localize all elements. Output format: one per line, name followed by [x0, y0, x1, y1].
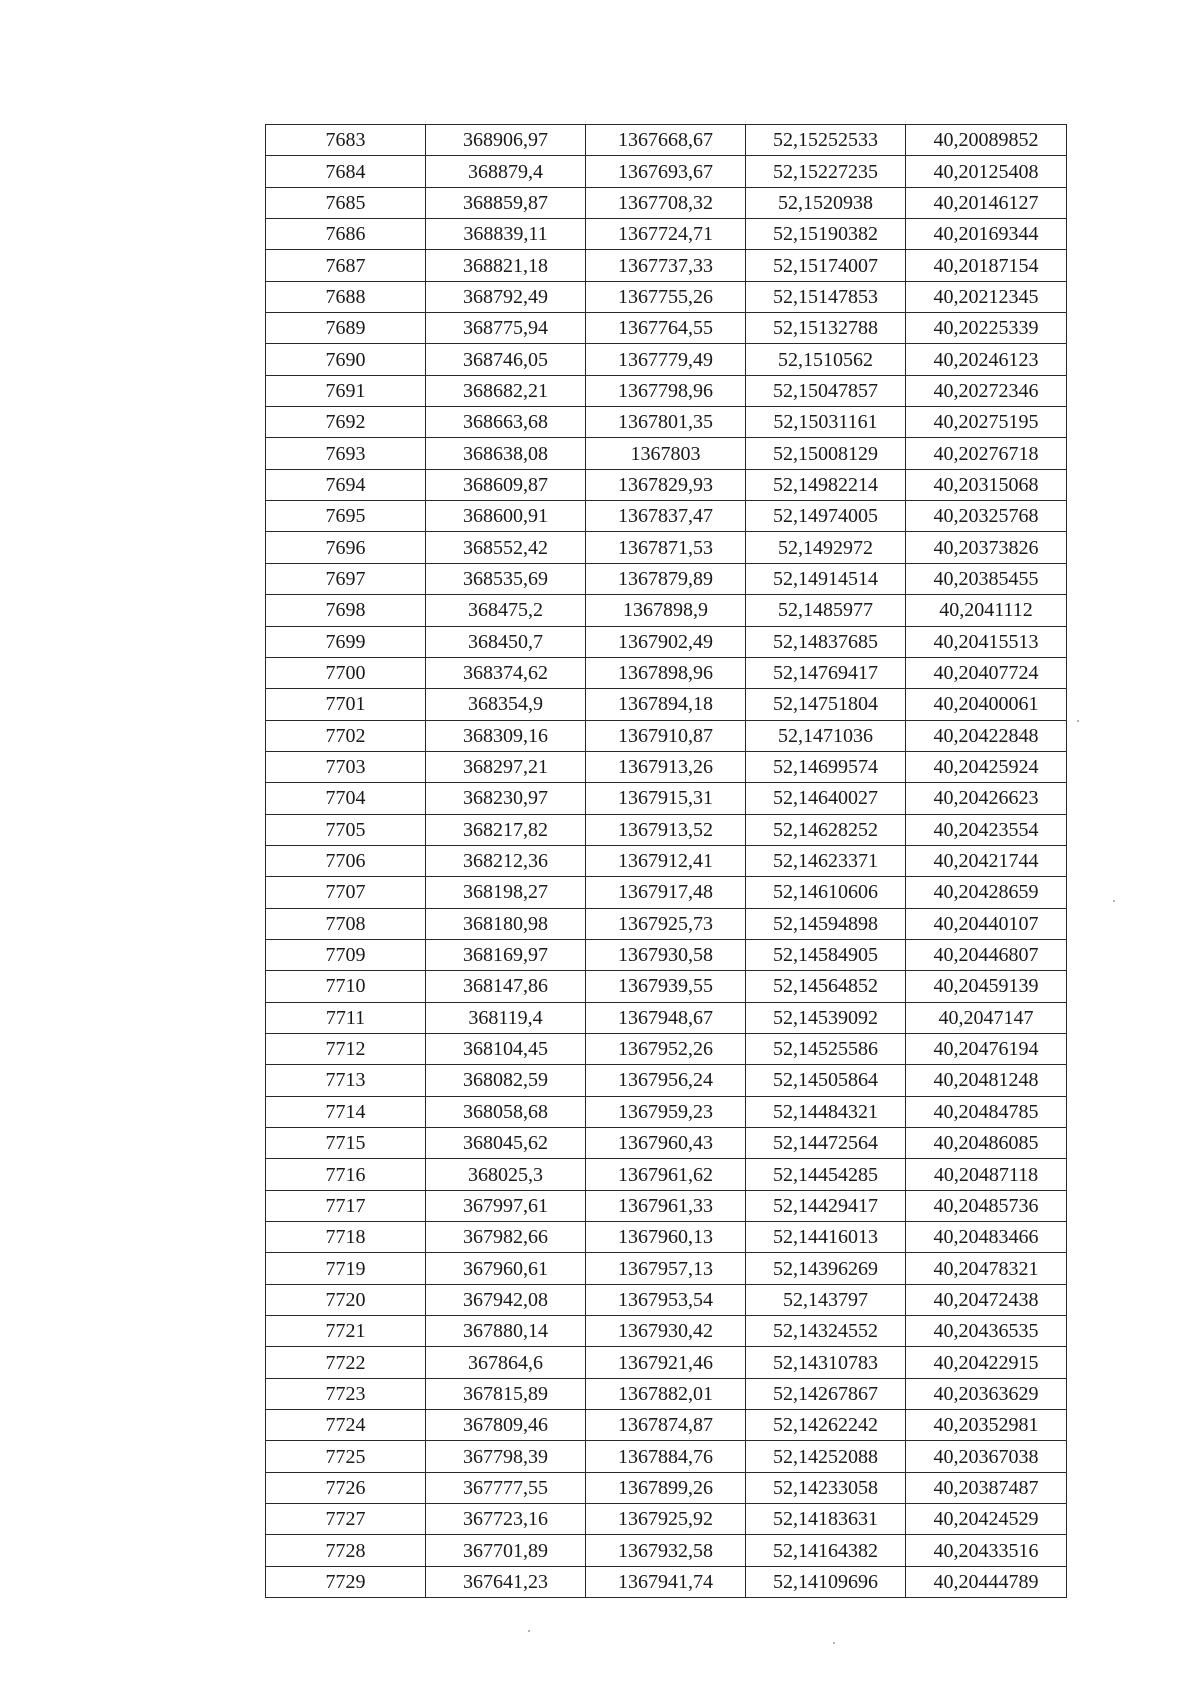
longitude-cell: 40,20246123 — [906, 344, 1067, 375]
point-number-cell: 7686 — [266, 219, 426, 250]
table-row — [266, 1316, 1067, 1347]
longitude-cell: 40,20225339 — [906, 313, 1067, 344]
x-coordinate-cell: 368198,27 — [426, 877, 586, 908]
table-row — [266, 156, 1067, 187]
longitude-cell: 40,20478321 — [906, 1253, 1067, 1284]
latitude-cell: 52,14109696 — [746, 1566, 906, 1597]
latitude-cell: 52,15031161 — [746, 407, 906, 438]
y-coordinate-cell: 1367899,26 — [586, 1472, 746, 1503]
x-coordinate-cell: 368212,36 — [426, 845, 586, 876]
point-number-cell: 7722 — [266, 1347, 426, 1378]
x-coordinate-cell: 367960,61 — [426, 1253, 586, 1284]
y-coordinate-cell: 1367913,26 — [586, 751, 746, 782]
latitude-cell: 52,14769417 — [746, 657, 906, 688]
x-coordinate-cell: 367864,6 — [426, 1347, 586, 1378]
latitude-cell: 52,14974005 — [746, 501, 906, 532]
point-number-cell: 7689 — [266, 313, 426, 344]
x-coordinate-cell: 367997,61 — [426, 1190, 586, 1221]
x-coordinate-cell: 367798,39 — [426, 1441, 586, 1472]
y-coordinate-cell: 1367668,67 — [586, 125, 746, 156]
latitude-cell: 52,15227235 — [746, 156, 906, 187]
x-coordinate-cell: 367942,08 — [426, 1284, 586, 1315]
x-coordinate-cell: 368147,86 — [426, 971, 586, 1002]
x-coordinate-cell: 368859,87 — [426, 187, 586, 218]
y-coordinate-cell: 1367874,87 — [586, 1410, 746, 1441]
latitude-cell: 52,15147853 — [746, 281, 906, 312]
latitude-cell: 52,14310783 — [746, 1347, 906, 1378]
longitude-cell: 40,20415513 — [906, 626, 1067, 657]
latitude-cell: 52,14628252 — [746, 814, 906, 845]
latitude-cell: 52,14623371 — [746, 845, 906, 876]
x-coordinate-cell: 367809,46 — [426, 1410, 586, 1441]
point-number-cell: 7708 — [266, 908, 426, 939]
latitude-cell: 52,14982214 — [746, 469, 906, 500]
longitude-cell: 40,20089852 — [906, 125, 1067, 156]
longitude-cell: 40,20212345 — [906, 281, 1067, 312]
point-number-cell: 7718 — [266, 1222, 426, 1253]
longitude-cell: 40,20485736 — [906, 1190, 1067, 1221]
latitude-cell: 52,1471036 — [746, 720, 906, 751]
y-coordinate-cell: 1367913,52 — [586, 814, 746, 845]
point-number-cell: 7719 — [266, 1253, 426, 1284]
y-coordinate-cell: 1367930,58 — [586, 939, 746, 970]
scan-speck — [528, 1630, 530, 1632]
latitude-cell: 52,14525586 — [746, 1033, 906, 1064]
x-coordinate-cell: 368058,68 — [426, 1096, 586, 1127]
point-number-cell: 7709 — [266, 939, 426, 970]
latitude-cell: 52,14505864 — [746, 1065, 906, 1096]
latitude-cell: 52,14539092 — [746, 1002, 906, 1033]
table-row — [266, 1410, 1067, 1441]
longitude-cell: 40,20422848 — [906, 720, 1067, 751]
table-row — [266, 971, 1067, 1002]
point-number-cell: 7725 — [266, 1441, 426, 1472]
table-row — [266, 1065, 1067, 1096]
x-coordinate-cell: 368638,08 — [426, 438, 586, 469]
longitude-cell: 40,20422915 — [906, 1347, 1067, 1378]
longitude-cell: 40,20367038 — [906, 1441, 1067, 1472]
table-row — [266, 657, 1067, 688]
x-coordinate-cell: 368217,82 — [426, 814, 586, 845]
latitude-cell: 52,14484321 — [746, 1096, 906, 1127]
latitude-cell: 52,15008129 — [746, 438, 906, 469]
longitude-cell: 40,20476194 — [906, 1033, 1067, 1064]
longitude-cell: 40,20387487 — [906, 1472, 1067, 1503]
latitude-cell: 52,14262242 — [746, 1410, 906, 1441]
latitude-cell: 52,14233058 — [746, 1472, 906, 1503]
x-coordinate-cell: 368535,69 — [426, 563, 586, 594]
table-row — [266, 1159, 1067, 1190]
point-number-cell: 7704 — [266, 783, 426, 814]
x-coordinate-cell: 367880,14 — [426, 1316, 586, 1347]
point-number-cell: 7687 — [266, 250, 426, 281]
y-coordinate-cell: 1367898,96 — [586, 657, 746, 688]
y-coordinate-cell: 1367884,76 — [586, 1441, 746, 1472]
table-row — [266, 814, 1067, 845]
latitude-cell: 52,14914514 — [746, 563, 906, 594]
table-row — [266, 1033, 1067, 1064]
latitude-cell: 52,1520938 — [746, 187, 906, 218]
table-row — [266, 1347, 1067, 1378]
point-number-cell: 7710 — [266, 971, 426, 1002]
latitude-cell: 52,14584905 — [746, 939, 906, 970]
point-number-cell: 7706 — [266, 845, 426, 876]
longitude-cell: 40,20315068 — [906, 469, 1067, 500]
x-coordinate-cell: 368119,4 — [426, 1002, 586, 1033]
y-coordinate-cell: 1367925,92 — [586, 1504, 746, 1535]
latitude-cell: 52,14429417 — [746, 1190, 906, 1221]
x-coordinate-cell: 367777,55 — [426, 1472, 586, 1503]
latitude-cell: 52,15190382 — [746, 219, 906, 250]
point-number-cell: 7688 — [266, 281, 426, 312]
y-coordinate-cell: 1367915,31 — [586, 783, 746, 814]
y-coordinate-cell: 1367917,48 — [586, 877, 746, 908]
longitude-cell: 40,20421744 — [906, 845, 1067, 876]
longitude-cell: 40,20425924 — [906, 751, 1067, 782]
point-number-cell: 7713 — [266, 1065, 426, 1096]
point-number-cell: 7721 — [266, 1316, 426, 1347]
longitude-cell: 40,2041112 — [906, 595, 1067, 626]
y-coordinate-cell: 1367764,55 — [586, 313, 746, 344]
point-number-cell: 7699 — [266, 626, 426, 657]
point-number-cell: 7707 — [266, 877, 426, 908]
longitude-cell: 40,20125408 — [906, 156, 1067, 187]
x-coordinate-cell: 368609,87 — [426, 469, 586, 500]
latitude-cell: 52,15174007 — [746, 250, 906, 281]
y-coordinate-cell: 1367894,18 — [586, 689, 746, 720]
point-number-cell: 7703 — [266, 751, 426, 782]
x-coordinate-cell: 368025,3 — [426, 1159, 586, 1190]
table-row — [266, 1535, 1067, 1566]
scan-speck — [1113, 900, 1115, 902]
x-coordinate-cell: 368682,21 — [426, 375, 586, 406]
y-coordinate-cell: 1367953,54 — [586, 1284, 746, 1315]
latitude-cell: 52,14699574 — [746, 751, 906, 782]
x-coordinate-cell: 368600,91 — [426, 501, 586, 532]
latitude-cell: 52,14564852 — [746, 971, 906, 1002]
x-coordinate-cell: 368906,97 — [426, 125, 586, 156]
point-number-cell: 7702 — [266, 720, 426, 751]
x-coordinate-cell: 368450,7 — [426, 626, 586, 657]
latitude-cell: 52,15252533 — [746, 125, 906, 156]
point-number-cell: 7705 — [266, 814, 426, 845]
x-coordinate-cell: 368082,59 — [426, 1065, 586, 1096]
y-coordinate-cell: 1367724,71 — [586, 219, 746, 250]
y-coordinate-cell: 1367803 — [586, 438, 746, 469]
point-number-cell: 7711 — [266, 1002, 426, 1033]
longitude-cell: 40,20385455 — [906, 563, 1067, 594]
table-row — [266, 219, 1067, 250]
table-row — [266, 1096, 1067, 1127]
latitude-cell: 52,14751804 — [746, 689, 906, 720]
longitude-cell: 40,20483466 — [906, 1222, 1067, 1253]
latitude-cell: 52,143797 — [746, 1284, 906, 1315]
longitude-cell: 40,20400061 — [906, 689, 1067, 720]
latitude-cell: 52,15132788 — [746, 313, 906, 344]
table-row — [266, 751, 1067, 782]
y-coordinate-cell: 1367960,43 — [586, 1128, 746, 1159]
x-coordinate-cell: 368045,62 — [426, 1128, 586, 1159]
table-row — [266, 595, 1067, 626]
x-coordinate-cell: 367982,66 — [426, 1222, 586, 1253]
y-coordinate-cell: 1367882,01 — [586, 1378, 746, 1409]
longitude-cell: 40,2047147 — [906, 1002, 1067, 1033]
x-coordinate-cell: 368792,49 — [426, 281, 586, 312]
y-coordinate-cell: 1367829,93 — [586, 469, 746, 500]
x-coordinate-cell: 367641,23 — [426, 1566, 586, 1597]
longitude-cell: 40,20446807 — [906, 939, 1067, 970]
x-coordinate-cell: 367723,16 — [426, 1504, 586, 1535]
table-row — [266, 877, 1067, 908]
table-row — [266, 469, 1067, 500]
point-number-cell: 7695 — [266, 501, 426, 532]
x-coordinate-cell: 368775,94 — [426, 313, 586, 344]
longitude-cell: 40,20146127 — [906, 187, 1067, 218]
y-coordinate-cell: 1367939,55 — [586, 971, 746, 1002]
point-number-cell: 7715 — [266, 1128, 426, 1159]
longitude-cell: 40,20444789 — [906, 1566, 1067, 1597]
y-coordinate-cell: 1367837,47 — [586, 501, 746, 532]
x-coordinate-cell: 368475,2 — [426, 595, 586, 626]
y-coordinate-cell: 1367898,9 — [586, 595, 746, 626]
table-row — [266, 1222, 1067, 1253]
x-coordinate-cell: 368821,18 — [426, 250, 586, 281]
table-row — [266, 501, 1067, 532]
table-row — [266, 720, 1067, 751]
x-coordinate-cell: 368354,9 — [426, 689, 586, 720]
x-coordinate-cell: 367815,89 — [426, 1378, 586, 1409]
table-row — [266, 783, 1067, 814]
table-row — [266, 1472, 1067, 1503]
x-coordinate-cell: 368746,05 — [426, 344, 586, 375]
table-row — [266, 845, 1067, 876]
point-number-cell: 7697 — [266, 563, 426, 594]
point-number-cell: 7698 — [266, 595, 426, 626]
point-number-cell: 7717 — [266, 1190, 426, 1221]
y-coordinate-cell: 1367921,46 — [586, 1347, 746, 1378]
latitude-cell: 52,14610606 — [746, 877, 906, 908]
longitude-cell: 40,20433516 — [906, 1535, 1067, 1566]
latitude-cell: 52,15047857 — [746, 375, 906, 406]
y-coordinate-cell: 1367925,73 — [586, 908, 746, 939]
table-row — [266, 1128, 1067, 1159]
y-coordinate-cell: 1367737,33 — [586, 250, 746, 281]
point-number-cell: 7691 — [266, 375, 426, 406]
table-row — [266, 532, 1067, 563]
longitude-cell: 40,20423554 — [906, 814, 1067, 845]
x-coordinate-cell: 368309,16 — [426, 720, 586, 751]
point-number-cell: 7724 — [266, 1410, 426, 1441]
latitude-cell: 52,14837685 — [746, 626, 906, 657]
table-body — [266, 125, 1067, 1598]
point-number-cell: 7701 — [266, 689, 426, 720]
longitude-cell: 40,20481248 — [906, 1065, 1067, 1096]
point-number-cell: 7693 — [266, 438, 426, 469]
latitude-cell: 52,1510562 — [746, 344, 906, 375]
point-number-cell: 7685 — [266, 187, 426, 218]
point-number-cell: 7720 — [266, 1284, 426, 1315]
x-coordinate-cell: 368839,11 — [426, 219, 586, 250]
longitude-cell: 40,20459139 — [906, 971, 1067, 1002]
table-row — [266, 626, 1067, 657]
x-coordinate-cell: 368879,4 — [426, 156, 586, 187]
y-coordinate-cell: 1367708,32 — [586, 187, 746, 218]
latitude-cell: 52,14640027 — [746, 783, 906, 814]
table-row — [266, 313, 1067, 344]
longitude-cell: 40,20426623 — [906, 783, 1067, 814]
longitude-cell: 40,20487118 — [906, 1159, 1067, 1190]
table-row — [266, 281, 1067, 312]
scan-speck — [1077, 720, 1079, 722]
longitude-cell: 40,20169344 — [906, 219, 1067, 250]
y-coordinate-cell: 1367959,23 — [586, 1096, 746, 1127]
longitude-cell: 40,20486085 — [906, 1128, 1067, 1159]
table-row — [266, 344, 1067, 375]
y-coordinate-cell: 1367941,74 — [586, 1566, 746, 1597]
table-row — [266, 908, 1067, 939]
table-row — [266, 1002, 1067, 1033]
longitude-cell: 40,20275195 — [906, 407, 1067, 438]
table-row — [266, 563, 1067, 594]
y-coordinate-cell: 1367957,13 — [586, 1253, 746, 1284]
latitude-cell: 52,14472564 — [746, 1128, 906, 1159]
y-coordinate-cell: 1367693,67 — [586, 156, 746, 187]
y-coordinate-cell: 1367779,49 — [586, 344, 746, 375]
longitude-cell: 40,20424529 — [906, 1504, 1067, 1535]
y-coordinate-cell: 1367910,87 — [586, 720, 746, 751]
latitude-cell: 52,14252088 — [746, 1441, 906, 1472]
x-coordinate-cell: 367701,89 — [426, 1535, 586, 1566]
y-coordinate-cell: 1367961,33 — [586, 1190, 746, 1221]
latitude-cell: 52,14594898 — [746, 908, 906, 939]
table-row — [266, 1284, 1067, 1315]
point-number-cell: 7728 — [266, 1535, 426, 1566]
table-row — [266, 250, 1067, 281]
x-coordinate-cell: 368169,97 — [426, 939, 586, 970]
table-row — [266, 1253, 1067, 1284]
y-coordinate-cell: 1367952,26 — [586, 1033, 746, 1064]
point-number-cell: 7700 — [266, 657, 426, 688]
longitude-cell: 40,20436535 — [906, 1316, 1067, 1347]
latitude-cell: 52,1492972 — [746, 532, 906, 563]
point-number-cell: 7712 — [266, 1033, 426, 1064]
x-coordinate-cell: 368374,62 — [426, 657, 586, 688]
point-number-cell: 7696 — [266, 532, 426, 563]
y-coordinate-cell: 1367956,24 — [586, 1065, 746, 1096]
latitude-cell: 52,14267867 — [746, 1378, 906, 1409]
point-number-cell: 7727 — [266, 1504, 426, 1535]
latitude-cell: 52,14454285 — [746, 1159, 906, 1190]
latitude-cell: 52,14324552 — [746, 1316, 906, 1347]
table-row — [266, 689, 1067, 720]
coordinates-table — [265, 124, 1067, 1598]
latitude-cell: 52,14416013 — [746, 1222, 906, 1253]
longitude-cell: 40,20373826 — [906, 532, 1067, 563]
table-row — [266, 1566, 1067, 1597]
table-row — [266, 1504, 1067, 1535]
point-number-cell: 7690 — [266, 344, 426, 375]
latitude-cell: 52,14183631 — [746, 1504, 906, 1535]
longitude-cell: 40,20363629 — [906, 1378, 1067, 1409]
longitude-cell: 40,20276718 — [906, 438, 1067, 469]
y-coordinate-cell: 1367930,42 — [586, 1316, 746, 1347]
longitude-cell: 40,20352981 — [906, 1410, 1067, 1441]
point-number-cell: 7716 — [266, 1159, 426, 1190]
y-coordinate-cell: 1367755,26 — [586, 281, 746, 312]
longitude-cell: 40,20187154 — [906, 250, 1067, 281]
longitude-cell: 40,20428659 — [906, 877, 1067, 908]
table-row — [266, 438, 1067, 469]
table-row — [266, 407, 1067, 438]
latitude-cell: 52,14164382 — [746, 1535, 906, 1566]
scan-speck — [833, 1642, 835, 1644]
latitude-cell: 52,14396269 — [746, 1253, 906, 1284]
table-row — [266, 1441, 1067, 1472]
x-coordinate-cell: 368663,68 — [426, 407, 586, 438]
point-number-cell: 7683 — [266, 125, 426, 156]
table-row — [266, 187, 1067, 218]
table-row — [266, 939, 1067, 970]
table-row — [266, 1190, 1067, 1221]
y-coordinate-cell: 1367932,58 — [586, 1535, 746, 1566]
longitude-cell: 40,20472438 — [906, 1284, 1067, 1315]
x-coordinate-cell: 368230,97 — [426, 783, 586, 814]
longitude-cell: 40,20484785 — [906, 1096, 1067, 1127]
table-row — [266, 1378, 1067, 1409]
y-coordinate-cell: 1367912,41 — [586, 845, 746, 876]
point-number-cell: 7694 — [266, 469, 426, 500]
longitude-cell: 40,20272346 — [906, 375, 1067, 406]
longitude-cell: 40,20440107 — [906, 908, 1067, 939]
y-coordinate-cell: 1367801,35 — [586, 407, 746, 438]
point-number-cell: 7692 — [266, 407, 426, 438]
y-coordinate-cell: 1367871,53 — [586, 532, 746, 563]
x-coordinate-cell: 368104,45 — [426, 1033, 586, 1064]
y-coordinate-cell: 1367879,89 — [586, 563, 746, 594]
point-number-cell: 7726 — [266, 1472, 426, 1503]
y-coordinate-cell: 1367948,67 — [586, 1002, 746, 1033]
point-number-cell: 7729 — [266, 1566, 426, 1597]
y-coordinate-cell: 1367902,49 — [586, 626, 746, 657]
table-row — [266, 125, 1067, 156]
point-number-cell: 7723 — [266, 1378, 426, 1409]
x-coordinate-cell: 368297,21 — [426, 751, 586, 782]
longitude-cell: 40,20407724 — [906, 657, 1067, 688]
latitude-cell: 52,1485977 — [746, 595, 906, 626]
y-coordinate-cell: 1367961,62 — [586, 1159, 746, 1190]
y-coordinate-cell: 1367798,96 — [586, 375, 746, 406]
x-coordinate-cell: 368180,98 — [426, 908, 586, 939]
x-coordinate-cell: 368552,42 — [426, 532, 586, 563]
table-row — [266, 375, 1067, 406]
longitude-cell: 40,20325768 — [906, 501, 1067, 532]
point-number-cell: 7684 — [266, 156, 426, 187]
y-coordinate-cell: 1367960,13 — [586, 1222, 746, 1253]
point-number-cell: 7714 — [266, 1096, 426, 1127]
